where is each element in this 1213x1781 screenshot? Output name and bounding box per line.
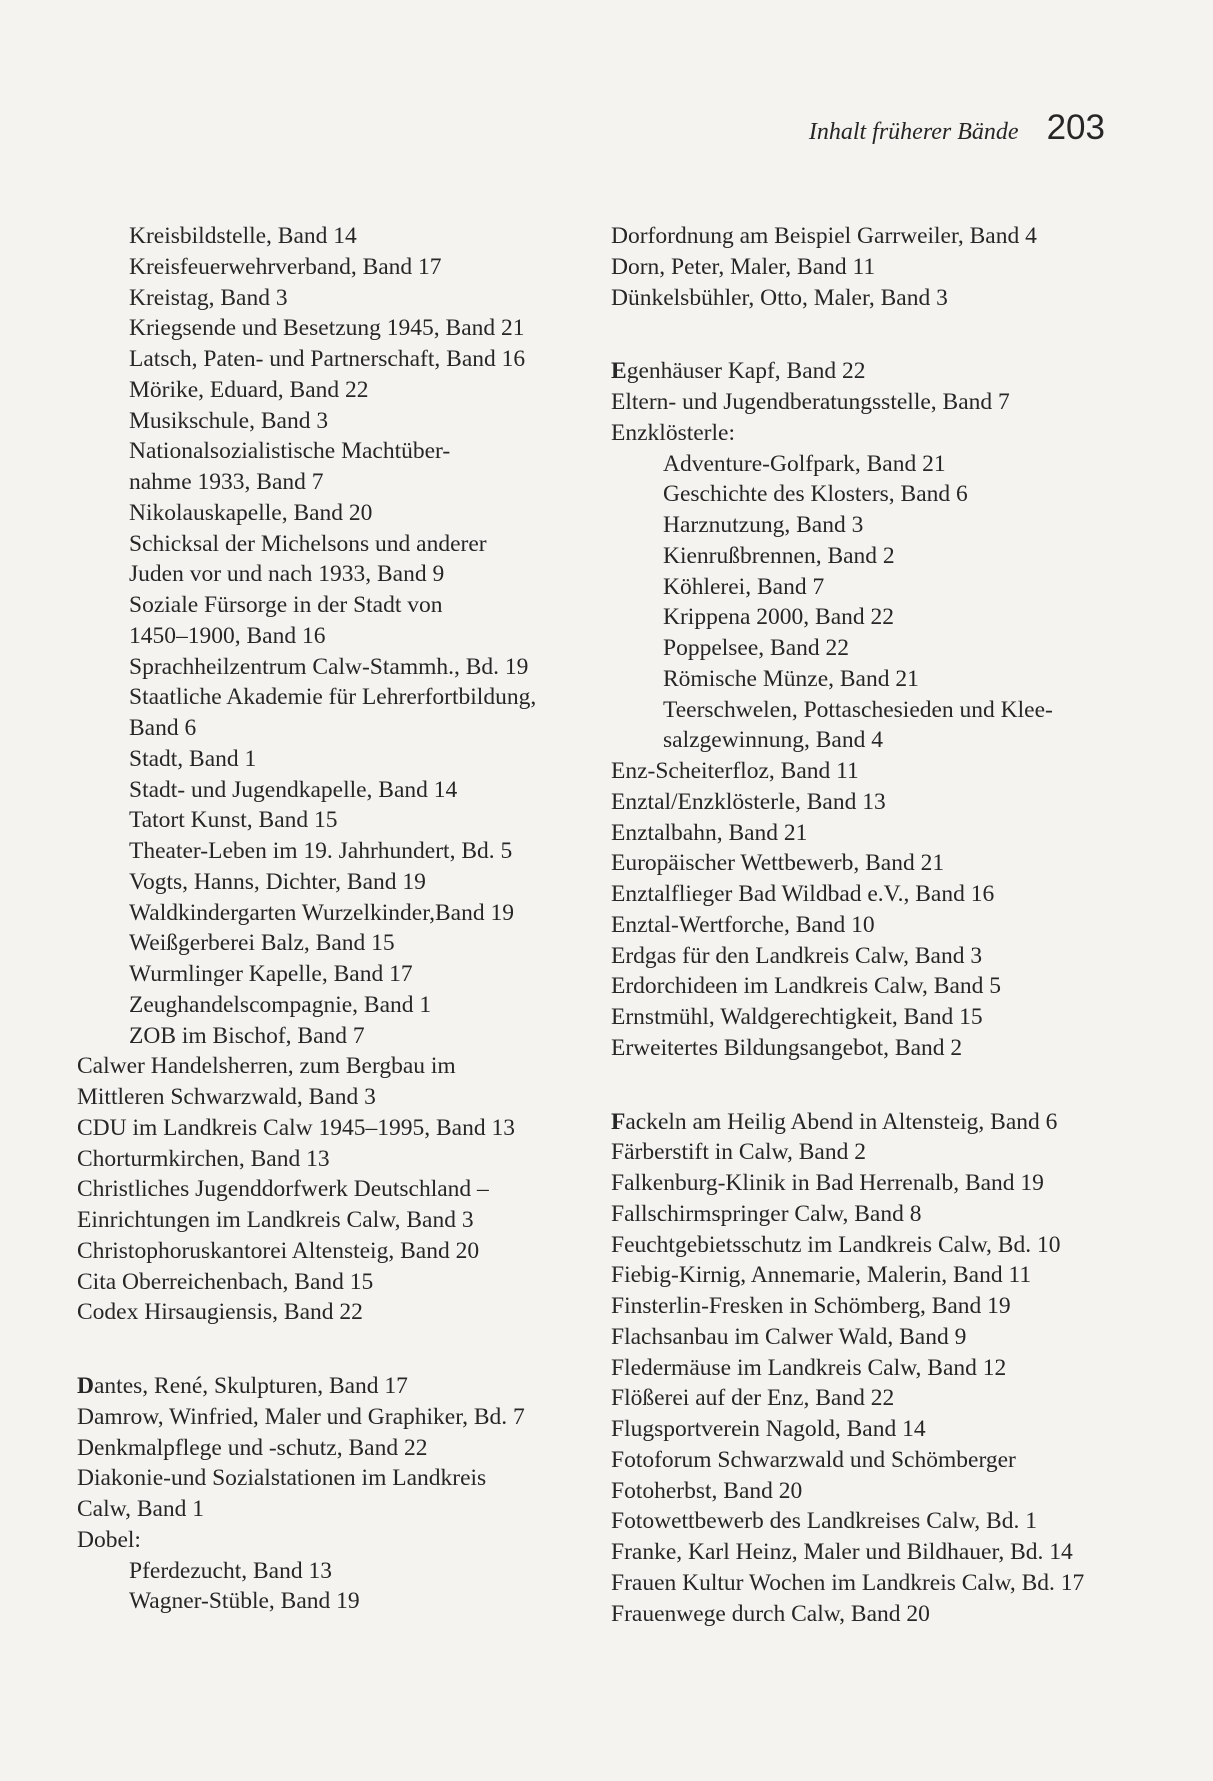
index-subentry: ZOB im Bischof, Band 7 bbox=[129, 1022, 365, 1049]
index-subentry: Theater-Leben im 19. Jahrhundert, Bd. 5 bbox=[129, 838, 513, 864]
section-initial-letter: E bbox=[611, 358, 627, 385]
index-subentry: Soziale Fürsorge in der Stadt von bbox=[129, 592, 443, 618]
running-header-title: Inhalt früherer Bände bbox=[808, 119, 1019, 145]
index-entry: Falkenburg-Klinik in Bad Herrenalb, Band 19 bbox=[611, 1170, 1044, 1196]
index-subentry: Mörike, Eduard, Band 22 bbox=[129, 376, 369, 403]
index-subentry: Schicksal der Michelsons und anderer bbox=[129, 530, 487, 557]
index-subentry: Geschichte des Klosters, Band 6 bbox=[663, 481, 968, 508]
index-entry: Dorn, Peter, Maler, Band 11 bbox=[611, 253, 876, 280]
index-entry: Chorturmkirchen, Band 13 bbox=[77, 1145, 330, 1172]
index-entry: Feuchtgebietsschutz im Landkreis Calw, Bd. 10 bbox=[611, 1231, 1061, 1258]
index-column-right bbox=[611, 221, 1121, 1629]
index-entry: Fiebig-Kirnig, Annemarie, Malerin, Band 11 bbox=[611, 1262, 1032, 1289]
index-entry: Erdgas für den Landkreis Calw, Band 3 bbox=[611, 942, 983, 969]
index-entry: Fotoherbst, Band 20 bbox=[611, 1477, 803, 1504]
index-subentry: Latsch, Paten- und Partnerschaft, Band 16 bbox=[129, 346, 526, 372]
index-subentry: Stadt- und Jugendkapelle, Band 14 bbox=[129, 776, 458, 803]
index-subentry: salzgewinnung, Band 4 bbox=[663, 727, 883, 754]
index-subentry: Weißgerberei Balz, Band 15 bbox=[129, 930, 395, 957]
index-entry: Färberstift in Calw, Band 2 bbox=[611, 1139, 866, 1166]
index-subentry: Adventure-Golfpark, Band 21 bbox=[663, 450, 946, 477]
index-entry: Fotoforum Schwarzwald und Schömberger bbox=[611, 1446, 1016, 1473]
index-subentry: Poppelsee, Band 22 bbox=[663, 635, 850, 661]
index-entry: Erweitertes Bildungsangebot, Band 2 bbox=[611, 1034, 963, 1061]
index-entry: Franke, Karl Heinz, Maler und Bildhauer, Bd. 14 bbox=[611, 1539, 1073, 1565]
index-subentry: Musikschule, Band 3 bbox=[129, 407, 329, 434]
index-subentry: Band 6 bbox=[129, 715, 197, 741]
index-entry: Eltern- und Jugendberatungsstelle, Band 7 bbox=[611, 389, 1010, 415]
section-spacer bbox=[77, 1328, 597, 1371]
index-entry: Dorfordnung am Beispiel Garrweiler, Band 4 bbox=[611, 223, 1037, 249]
index-entry: Europäischer Wettbewerb, Band 21 bbox=[611, 850, 945, 877]
index-entry: Fackeln am Heilig Abend in Altensteig, Band 6 bbox=[611, 1108, 1058, 1135]
index-subentry: Kreisbildstelle, Band 14 bbox=[129, 223, 357, 249]
index-entry: Denkmalpflege und -schutz, Band 22 bbox=[77, 1434, 428, 1461]
index-subentry: Vogts, Hanns, Dichter, Band 19 bbox=[129, 868, 426, 895]
index-subentry: Teerschwelen, Pottaschesieden und Klee- bbox=[663, 696, 1053, 723]
index-entry: Erdorchideen im Landkreis Calw, Band 5 bbox=[611, 973, 1002, 1000]
index-entry: Enztalflieger Bad Wildbad e.V., Band 16 bbox=[611, 881, 995, 907]
index-entry: Finsterlin-Fresken in Schömberg, Band 19 bbox=[611, 1293, 1011, 1319]
index-subentry: Pferdezucht, Band 13 bbox=[129, 1557, 332, 1584]
index-entry: Fallschirmspringer Calw, Band 8 bbox=[611, 1200, 922, 1227]
index-entry: Fotowettbewerb des Landkreises Calw, Bd. 1 bbox=[611, 1508, 1037, 1535]
index-entry: Flugsportverein Nagold, Band 14 bbox=[611, 1416, 926, 1442]
index-entry: Codex Hirsaugiensis, Band 22 bbox=[77, 1299, 363, 1326]
index-entry: Christophoruskantorei Altensteig, Band 20 bbox=[77, 1237, 480, 1264]
index-subentry: Stadt, Band 1 bbox=[129, 745, 257, 772]
index-subentry: nahme 1933, Band 7 bbox=[129, 469, 324, 495]
index-subentry: Kriegsende und Besetzung 1945, Band 21 bbox=[129, 315, 525, 342]
index-subentry: Kienrußbrennen, Band 2 bbox=[663, 542, 895, 569]
index-entry: Flachsanbau im Calwer Wald, Band 9 bbox=[611, 1323, 967, 1350]
running-header bbox=[809, 108, 1105, 148]
index-entry: Enz-Scheiterfloz, Band 11 bbox=[611, 758, 859, 784]
index-subentry: Harznutzung, Band 3 bbox=[663, 512, 864, 538]
index-subentry: Tatort Kunst, Band 15 bbox=[129, 807, 338, 834]
index-subentry: Römische Münze, Band 21 bbox=[663, 665, 919, 692]
index-subentry: Waldkindergarten Wurzelkinder,Band 19 bbox=[129, 899, 514, 926]
section-initial-letter: F bbox=[611, 1108, 626, 1135]
index-column-left bbox=[77, 221, 597, 1617]
index-entry: Einrichtungen im Landkreis Calw, Band 3 bbox=[77, 1207, 474, 1233]
index-subentry: 1450–1900, Band 16 bbox=[129, 622, 326, 649]
index-entry: Damrow, Winfried, Maler und Graphiker, Bd. 7 bbox=[77, 1403, 525, 1430]
index-subentry: Krippena 2000, Band 22 bbox=[663, 604, 895, 631]
index-entry: Diakonie-und Sozialstationen im Landkreis bbox=[77, 1465, 487, 1492]
index-subentry: Wurmlinger Kapelle, Band 17 bbox=[129, 961, 413, 987]
index-entry: Cita Oberreichenbach, Band 15 bbox=[77, 1268, 374, 1295]
index-subentry: Juden vor und nach 1933, Band 9 bbox=[129, 561, 445, 588]
index-subentry: Staatliche Akademie für Lehrerfortbildung, bbox=[129, 684, 537, 711]
index-entry: Calwer Handelsherren, zum Bergbau im bbox=[77, 1053, 456, 1080]
index-entry: Enzklösterle: bbox=[611, 419, 735, 446]
index-entry: CDU im Landkreis Calw 1945–1995, Band 13 bbox=[77, 1114, 515, 1141]
index-subentry: Kreistag, Band 3 bbox=[129, 284, 288, 311]
index-subentry: Nikolauskapelle, Band 20 bbox=[129, 499, 373, 526]
index-entry: Enztalbahn, Band 21 bbox=[611, 819, 808, 846]
section-spacer bbox=[611, 1064, 1121, 1107]
index-entry: Ernstmühl, Waldgerechtigkeit, Band 15 bbox=[611, 1004, 983, 1030]
section-spacer bbox=[611, 313, 1121, 356]
index-entry: Frauen Kultur Wochen im Landkreis Calw, Bd. 17 bbox=[611, 1569, 1085, 1596]
index-subentry: Köhlerei, Band 7 bbox=[663, 573, 825, 600]
index-entry: Christliches Jugenddorfwerk Deutschland – bbox=[77, 1176, 489, 1203]
index-entry: Fledermäuse im Landkreis Calw, Band 12 bbox=[611, 1354, 1007, 1381]
index-subentry: Sprachheilzentrum Calw-Stammh., Bd. 19 bbox=[129, 653, 529, 680]
index-entry: Dünkelsbühler, Otto, Maler, Band 3 bbox=[611, 284, 948, 311]
index-entry: Flößerei auf der Enz, Band 22 bbox=[611, 1385, 895, 1412]
index-subentry: Nationalsozialistische Machtüber- bbox=[129, 438, 451, 465]
index-entry: Calw, Band 1 bbox=[77, 1496, 205, 1522]
index-entry: Mittleren Schwarzwald, Band 3 bbox=[77, 1084, 376, 1110]
index-entry: Dobel: bbox=[77, 1526, 141, 1553]
index-subentry: Zeughandelscompagnie, Band 1 bbox=[129, 991, 432, 1018]
index-subentry: Kreisfeuerwehrverband, Band 17 bbox=[129, 253, 442, 280]
page-number: 203 bbox=[1046, 108, 1105, 147]
index-entry: Enztal/Enzklösterle, Band 13 bbox=[611, 788, 886, 815]
section-initial-letter: D bbox=[77, 1373, 94, 1399]
index-entry: Dantes, René, Skulpturen, Band 17 bbox=[77, 1373, 408, 1399]
index-entry: Frauenwege durch Calw, Band 20 bbox=[611, 1600, 930, 1627]
index-entry: Enztal-Wertforche, Band 10 bbox=[611, 911, 875, 938]
index-subentry: Wagner-Stüble, Band 19 bbox=[129, 1588, 360, 1615]
index-entry: Egenhäuser Kapf, Band 22 bbox=[611, 358, 866, 385]
